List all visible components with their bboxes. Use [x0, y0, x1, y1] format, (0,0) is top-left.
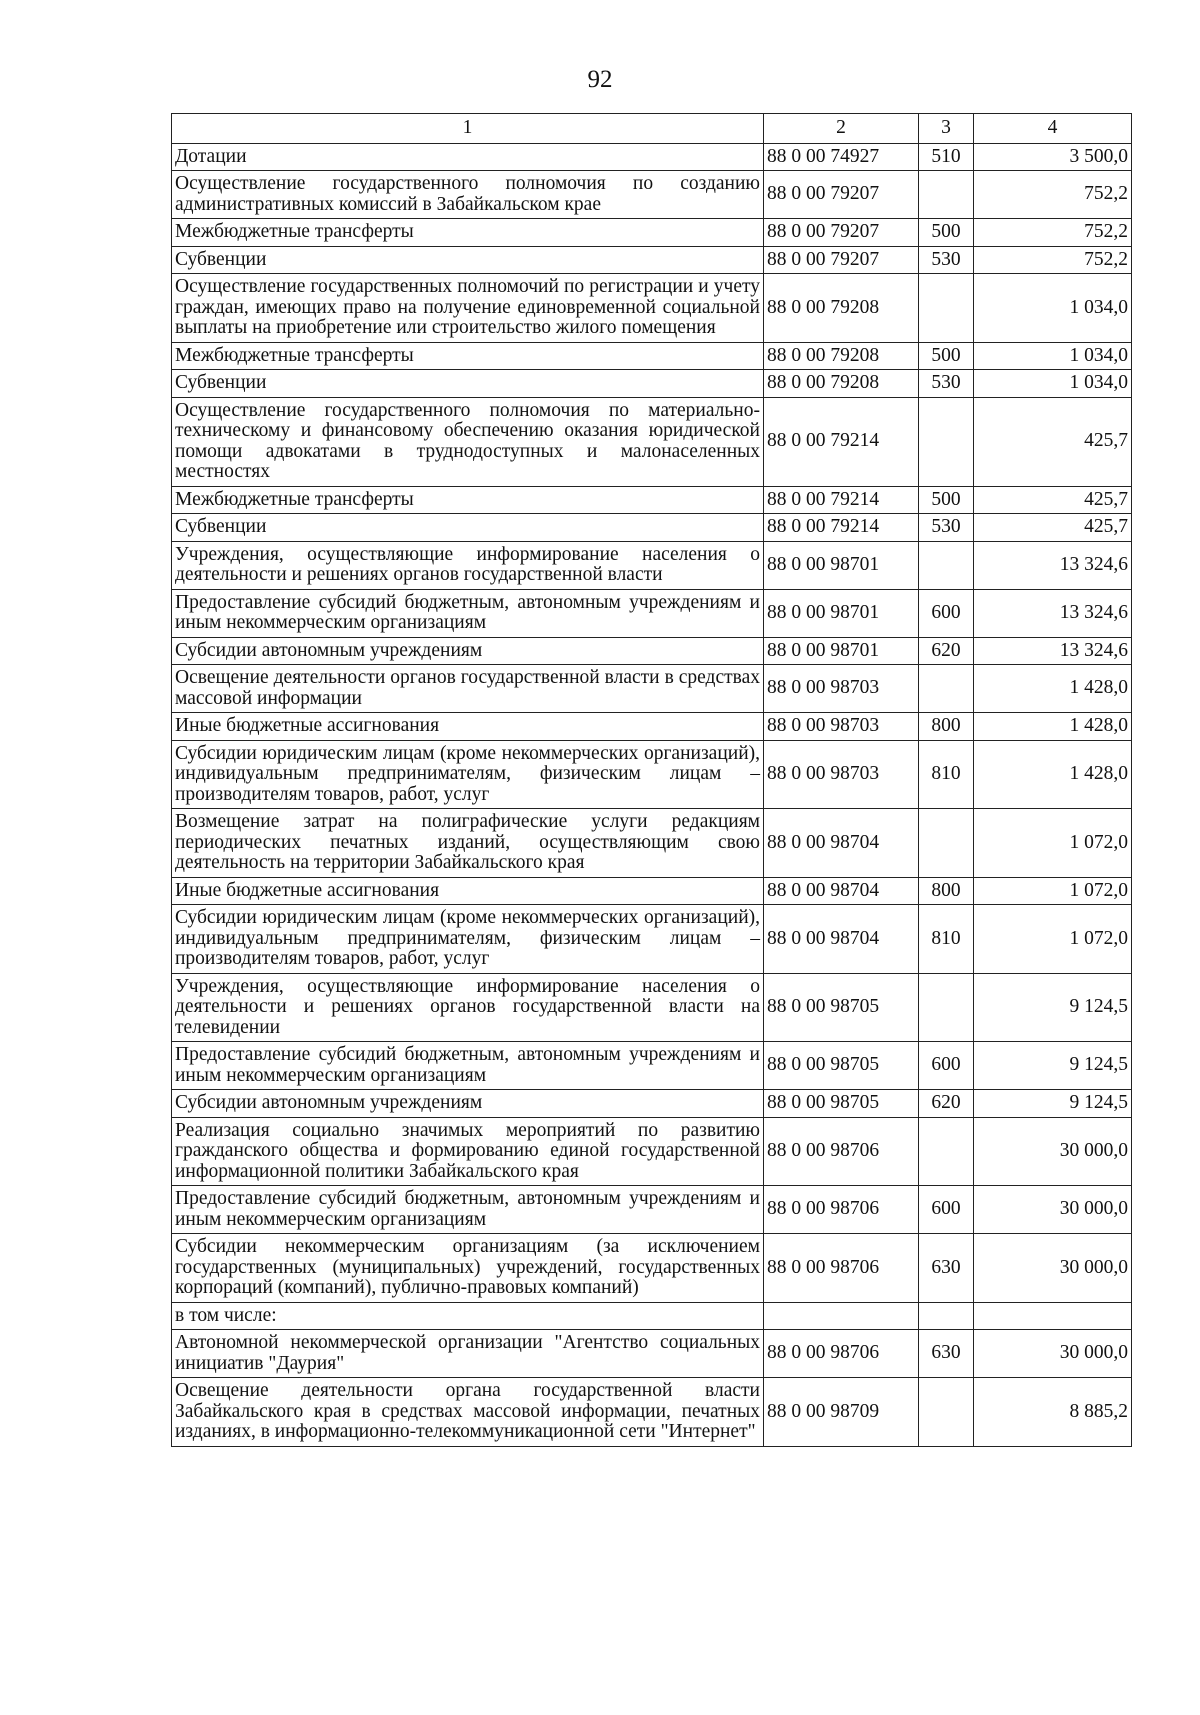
row-code-cell: 88 0 00 79214 — [764, 397, 919, 486]
row-name-cell: Предоставление субсидий бюджетным, автономным учреждениям и иным некоммерческим организациям — [172, 589, 764, 637]
row-name-cell: Субсидии юридическим лицам (кроме некоммерческих организаций), индивидуальным предпринимателям, физическим лицам – производителям товаров, работ, услуг — [172, 740, 764, 809]
table-row — [172, 589, 1132, 637]
row-amount-cell: 9 124,5 — [974, 1042, 1132, 1090]
row-code-cell: 88 0 00 98701 — [764, 589, 919, 637]
row-expense-type-cell: 800 — [919, 713, 974, 741]
table-row — [172, 1234, 1132, 1303]
row-amount-cell: 13 324,6 — [974, 589, 1132, 637]
row-code-cell: 88 0 00 79208 — [764, 274, 919, 343]
row-name-cell: Межбюджетные трансферты — [172, 219, 764, 247]
row-name-cell: Освещение деятельности органов государственной власти в средствах массовой информации — [172, 665, 764, 713]
row-expense-type-cell: 600 — [919, 1186, 974, 1234]
row-amount-cell: 8 885,2 — [974, 1378, 1132, 1447]
table-row — [172, 637, 1132, 665]
row-amount-cell: 752,2 — [974, 219, 1132, 247]
row-code-cell: 88 0 00 79208 — [764, 342, 919, 370]
table-row — [172, 143, 1132, 171]
row-expense-type-cell: 500 — [919, 219, 974, 247]
table-row — [172, 1117, 1132, 1186]
row-code-cell: 88 0 00 74927 — [764, 143, 919, 171]
row-amount-cell: 1 428,0 — [974, 665, 1132, 713]
table-row — [172, 486, 1132, 514]
row-name-cell: Субсидии автономным учреждениям — [172, 1090, 764, 1118]
budget-table — [171, 113, 1132, 1447]
row-expense-type-cell — [919, 541, 974, 589]
table-row — [172, 370, 1132, 398]
row-expense-type-cell: 810 — [919, 740, 974, 809]
row-code-cell: 88 0 00 79207 — [764, 219, 919, 247]
row-code-cell: 88 0 00 98701 — [764, 637, 919, 665]
row-name-cell: Субсидии юридическим лицам (кроме некоммерческих организаций), индивидуальным предпринимателям, физическим лицам – производителям товаров, работ, услуг — [172, 905, 764, 974]
row-name-cell: Субвенции — [172, 246, 764, 274]
row-name-cell: Субвенции — [172, 370, 764, 398]
row-amount-cell: 30 000,0 — [974, 1117, 1132, 1186]
table-row — [172, 541, 1132, 589]
row-code-cell: 88 0 00 98701 — [764, 541, 919, 589]
row-expense-type-cell: 500 — [919, 342, 974, 370]
row-amount-cell: 30 000,0 — [974, 1234, 1132, 1303]
table-row — [172, 973, 1132, 1042]
row-expense-type-cell: 620 — [919, 637, 974, 665]
row-expense-type-cell — [919, 1378, 974, 1447]
row-expense-type-cell: 530 — [919, 370, 974, 398]
row-amount-cell — [974, 1302, 1132, 1330]
row-code-cell: 88 0 00 79214 — [764, 486, 919, 514]
row-code-cell: 88 0 00 98703 — [764, 740, 919, 809]
table-row — [172, 342, 1132, 370]
row-name-cell: Иные бюджетные ассигнования — [172, 713, 764, 741]
row-name-cell: Субвенции — [172, 514, 764, 542]
table-row — [172, 1378, 1132, 1447]
row-code-cell: 88 0 00 98706 — [764, 1186, 919, 1234]
row-name-cell: Реализация социально значимых мероприятий по развитию гражданского общества и формированию единой государственной информационной политики Забайкальского края — [172, 1117, 764, 1186]
row-name-cell: Освещение деятельности органа государственной власти Забайкальского края в средствах массовой информации, печатных изданиях, в информационно-телекоммуникационной сети "Интернет" — [172, 1378, 764, 1447]
row-amount-cell: 1 072,0 — [974, 877, 1132, 905]
table-row — [172, 274, 1132, 343]
table-row — [172, 809, 1132, 878]
row-amount-cell: 13 324,6 — [974, 637, 1132, 665]
row-expense-type-cell — [919, 1117, 974, 1186]
row-code-cell: 88 0 00 79208 — [764, 370, 919, 398]
row-expense-type-cell — [919, 171, 974, 219]
row-amount-cell: 425,7 — [974, 397, 1132, 486]
row-name-cell: Субсидии автономным учреждениям — [172, 637, 764, 665]
row-code-cell: 88 0 00 98706 — [764, 1117, 919, 1186]
row-code-cell: 88 0 00 98704 — [764, 905, 919, 974]
table-row — [172, 1330, 1132, 1378]
row-expense-type-cell: 630 — [919, 1234, 974, 1303]
table-header-row — [172, 114, 1132, 144]
row-amount-cell: 3 500,0 — [974, 143, 1132, 171]
table-row — [172, 1186, 1132, 1234]
row-amount-cell: 1 034,0 — [974, 274, 1132, 343]
row-code-cell: 88 0 00 98704 — [764, 809, 919, 878]
row-name-cell: Осуществление государственного полномочия по материально-техническому и финансовому обеспечению оказания юридической помощи адвокатами в труднодоступных и малонаселенных местностях — [172, 397, 764, 486]
row-code-cell: 88 0 00 79207 — [764, 246, 919, 274]
table-row — [172, 397, 1132, 486]
row-name-cell: в том числе: — [172, 1302, 764, 1330]
row-name-cell: Иные бюджетные ассигнования — [172, 877, 764, 905]
row-expense-type-cell: 800 — [919, 877, 974, 905]
row-name-cell: Учреждения, осуществляющие информирование населения о деятельности и решениях органов государственной власти на телевидении — [172, 973, 764, 1042]
header-col-1: 1 — [172, 114, 764, 144]
row-amount-cell: 752,2 — [974, 246, 1132, 274]
table-row — [172, 905, 1132, 974]
row-amount-cell: 9 124,5 — [974, 1090, 1132, 1118]
row-code-cell: 88 0 00 98705 — [764, 973, 919, 1042]
row-amount-cell: 425,7 — [974, 486, 1132, 514]
table-row — [172, 246, 1132, 274]
table-row — [172, 740, 1132, 809]
row-amount-cell: 30 000,0 — [974, 1330, 1132, 1378]
row-expense-type-cell: 630 — [919, 1330, 974, 1378]
row-name-cell: Возмещение затрат на полиграфические услуги редакциям периодических печатных изданий, осуществляющим свою деятельность на территории Забайкальского края — [172, 809, 764, 878]
row-expense-type-cell: 600 — [919, 589, 974, 637]
row-name-cell: Дотации — [172, 143, 764, 171]
page-number: 92 — [587, 66, 613, 93]
row-expense-type-cell: 510 — [919, 143, 974, 171]
row-code-cell: 88 0 00 98706 — [764, 1234, 919, 1303]
row-amount-cell: 1 034,0 — [974, 370, 1132, 398]
table-row — [172, 1090, 1132, 1118]
row-amount-cell: 1 428,0 — [974, 740, 1132, 809]
row-amount-cell: 1 072,0 — [974, 905, 1132, 974]
row-code-cell: 88 0 00 98709 — [764, 1378, 919, 1447]
table-row — [172, 171, 1132, 219]
row-code-cell: 88 0 00 98705 — [764, 1042, 919, 1090]
row-name-cell: Субсидии некоммерческим организациям (за исключением государственных (муниципальных) учреждений, государственных корпораций (компаний), публично-правовых компаний) — [172, 1234, 764, 1303]
row-expense-type-cell — [919, 809, 974, 878]
row-name-cell: Межбюджетные трансферты — [172, 342, 764, 370]
row-amount-cell: 9 124,5 — [974, 973, 1132, 1042]
table-row — [172, 514, 1132, 542]
table-row — [172, 713, 1132, 741]
row-expense-type-cell: 600 — [919, 1042, 974, 1090]
table-row — [172, 1302, 1132, 1330]
row-expense-type-cell: 530 — [919, 246, 974, 274]
row-expense-type-cell: 530 — [919, 514, 974, 542]
row-amount-cell: 1 034,0 — [974, 342, 1132, 370]
header-col-2: 2 — [764, 114, 919, 144]
row-code-cell — [764, 1302, 919, 1330]
row-expense-type-cell: 500 — [919, 486, 974, 514]
row-expense-type-cell: 810 — [919, 905, 974, 974]
row-name-cell: Осуществление государственного полномочия по созданию административных комиссий в Забайкальском крае — [172, 171, 764, 219]
row-code-cell: 88 0 00 79207 — [764, 171, 919, 219]
row-expense-type-cell — [919, 665, 974, 713]
table-row — [172, 219, 1132, 247]
row-expense-type-cell — [919, 1302, 974, 1330]
row-name-cell: Предоставление субсидий бюджетным, автономным учреждениям и иным некоммерческим организациям — [172, 1042, 764, 1090]
row-name-cell: Межбюджетные трансферты — [172, 486, 764, 514]
header-col-4: 4 — [974, 114, 1132, 144]
row-code-cell: 88 0 00 98706 — [764, 1330, 919, 1378]
row-amount-cell: 1 428,0 — [974, 713, 1132, 741]
row-code-cell: 88 0 00 98705 — [764, 1090, 919, 1118]
row-expense-type-cell: 620 — [919, 1090, 974, 1118]
row-amount-cell: 752,2 — [974, 171, 1132, 219]
row-code-cell: 88 0 00 98704 — [764, 877, 919, 905]
row-name-cell: Автономной некоммерческой организации "Агентство социальных инициатив "Даурия" — [172, 1330, 764, 1378]
row-amount-cell: 1 072,0 — [974, 809, 1132, 878]
row-name-cell: Учреждения, осуществляющие информирование населения о деятельности и решениях органов государственной власти — [172, 541, 764, 589]
row-expense-type-cell — [919, 973, 974, 1042]
row-code-cell: 88 0 00 79214 — [764, 514, 919, 542]
row-expense-type-cell — [919, 274, 974, 343]
row-amount-cell: 13 324,6 — [974, 541, 1132, 589]
row-expense-type-cell — [919, 397, 974, 486]
row-name-cell: Предоставление субсидий бюджетным, автономным учреждениям и иным некоммерческим организациям — [172, 1186, 764, 1234]
table-row — [172, 665, 1132, 713]
row-code-cell: 88 0 00 98703 — [764, 665, 919, 713]
row-amount-cell: 30 000,0 — [974, 1186, 1132, 1234]
row-amount-cell: 425,7 — [974, 514, 1132, 542]
table-row — [172, 877, 1132, 905]
table-row — [172, 1042, 1132, 1090]
row-name-cell: Осуществление государственных полномочий по регистрации и учету граждан, имеющих право на получение единовременной социальной выплаты на приобретение или строительство жилого помещения — [172, 274, 764, 343]
header-col-3: 3 — [919, 114, 974, 144]
row-code-cell: 88 0 00 98703 — [764, 713, 919, 741]
